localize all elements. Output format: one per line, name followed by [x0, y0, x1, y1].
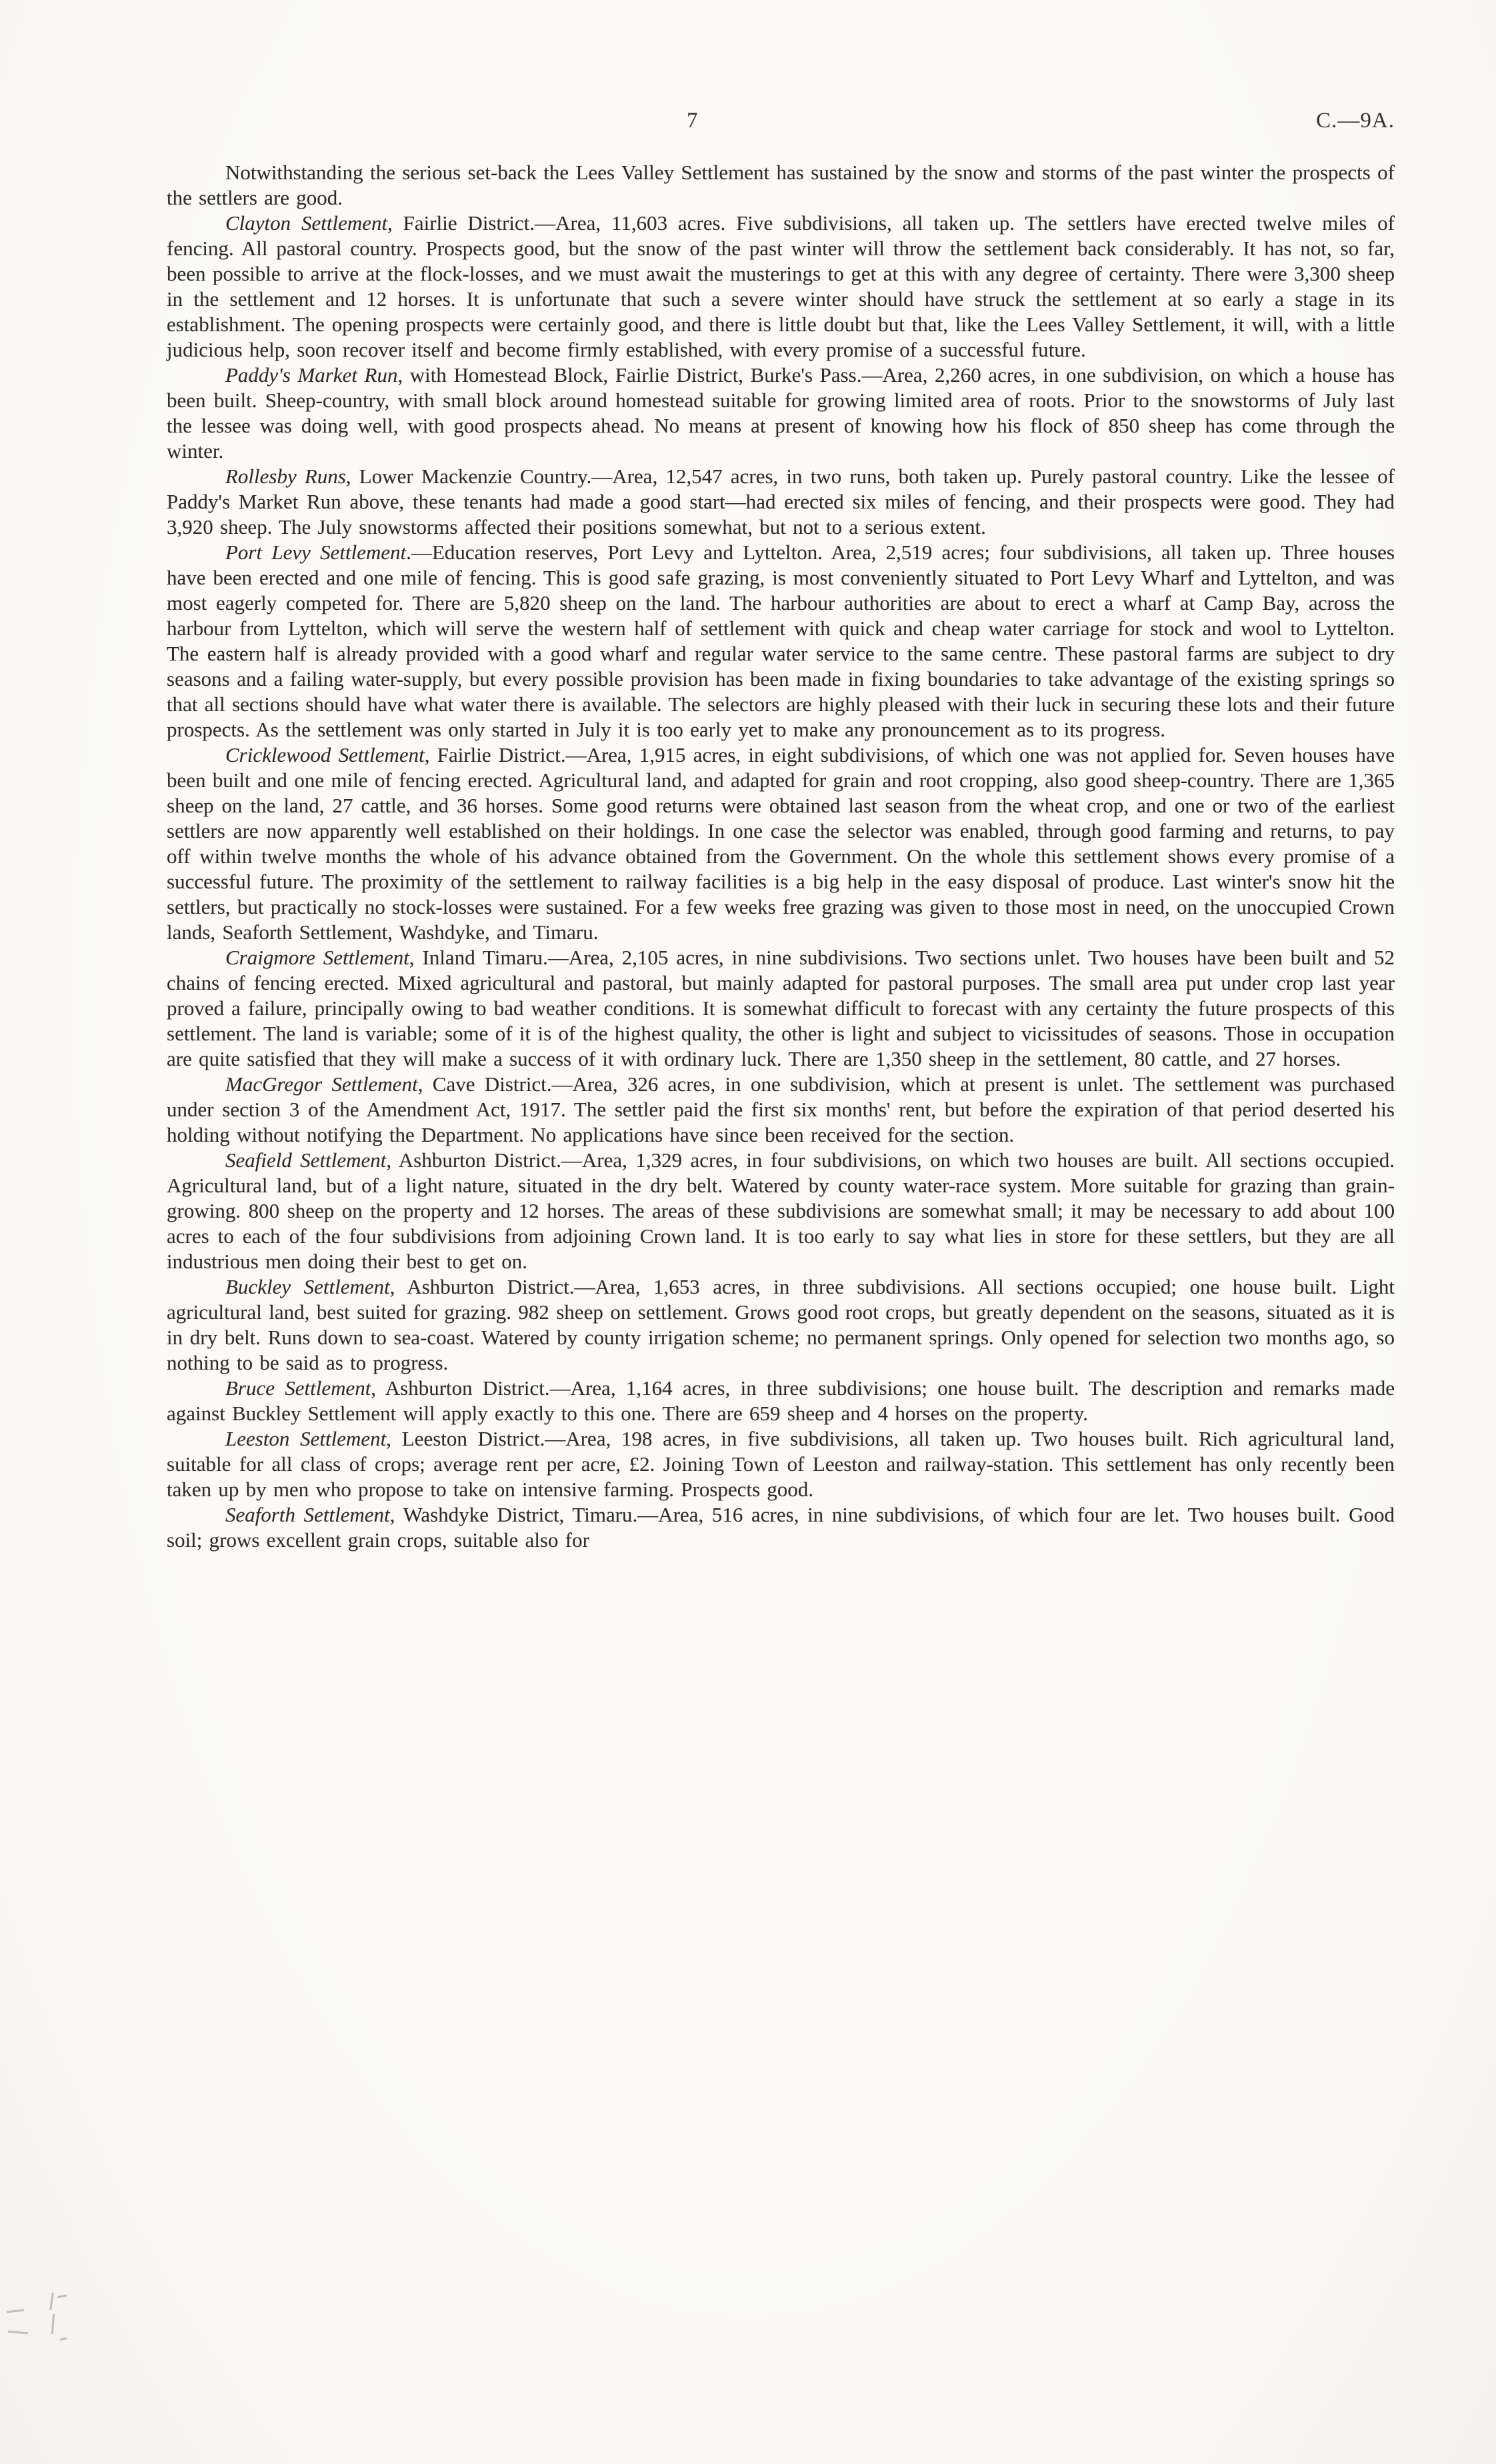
paragraph-text: , Inland Timaru.—Area, 2,105 acres, in nine subdivisions. Two sections unlet. Two houses have been built and 52 chains of fencing erected. Mixed agricultural and pastoral, but mainly adapted for pastoral purposes. The small area put under crop last year proved a failure, principally owing to bad weather conditions. It is somewhat difficult to forecast with any certainty the future prospects of this settlement. The land is variable; some of it is of the highest quality, the other is light and subject to vicissitudes of seasons. Those in occupation are quite satisfied that they will make a success of it with ordinary luck. There are 1,350 sheep in the settlement, 80 cattle, and 27 horses. — [167, 946, 1395, 1070]
pencil-stroke — [57, 2295, 67, 2299]
paragraph — [167, 742, 1395, 945]
paragraph — [167, 1502, 1395, 1553]
paragraph — [167, 945, 1395, 1072]
paragraph — [167, 1072, 1395, 1148]
pencil-stroke — [7, 2309, 24, 2313]
settlement-name: Seaforth Settlement — [225, 1503, 390, 1526]
paragraph-text: , Ashburton District.—Area, 1,164 acres, in three subdivisions; one house built. The description and remarks made against Buckley Settlement will apply exactly to this one. There are 659 sheep and 4 horses on the property. — [167, 1376, 1395, 1425]
settlement-name: Seafield Settlement — [225, 1148, 387, 1172]
pencil-stroke — [49, 2293, 54, 2310]
paragraph-text: Notwithstanding the serious set-back the Lees Valley Settlement has sustained by the snow and storms of the past winter the prospects of the settlers are good. — [167, 161, 1395, 209]
paragraph — [167, 363, 1395, 464]
paragraph — [167, 160, 1395, 211]
settlement-name: Rollesby Runs — [225, 465, 346, 488]
page-number: 7 — [687, 109, 698, 133]
pencil-marks — [4, 2291, 71, 2351]
paragraph — [167, 464, 1395, 540]
pencil-stroke — [51, 2314, 55, 2334]
settlement-name: Port Levy Settlement — [225, 541, 407, 564]
settlement-name: Clayton Settlement — [225, 211, 388, 235]
paragraph — [167, 540, 1395, 742]
pencil-stroke — [60, 2337, 67, 2341]
paragraph — [167, 1148, 1395, 1274]
paragraph-text: , Ashburton District.—Area, 1,329 acres, in four subdivisions, on which two houses are built. All sections occupied. Agricultural land, but of a light nature, situated in the dry belt. Watered by county water-race system. More suitable for grazing than grain-growing. 800 sheep on the property and 12 horses. The areas of these subdivisions are somewhat small; it may be necessary to add about 100 acres to each of the four subdivisions from adjoining Crown land. It is too early to say what lies in store for these settlers, but they are all industrious men doing their best to get on. — [167, 1148, 1395, 1273]
settlement-name: Craigmore Settlement — [225, 946, 409, 969]
paragraph-text: , Leeston District.—Area, 198 acres, in five subdivisions, all taken up. Two houses built. Rich agricultural land, suitable for all class of crops; average rent per acre, £2. Joining Town of Leeston and railway-station. This settlement has only recently been taken up by men who propose to take on intensive farming. Prospects good. — [167, 1427, 1395, 1501]
paragraph-text: , with Homestead Block, Fairlie District, Burke's Pass.—Area, 2,260 acres, in one subdivision, on which a house has been built. Sheep-country, with small block around homestead suitable for growing limited area of roots. Prior to the snowstorms of July last the lessee was doing well, with good prospects ahead. No means at present of knowing how his flock of 850 sheep has come through the winter. — [167, 363, 1395, 463]
settlement-name: Cricklewood Settlement — [225, 743, 425, 766]
settlement-name: Paddy's Market Run — [225, 363, 398, 387]
paragraph — [167, 211, 1395, 363]
settlement-name: Buckley Settlement — [225, 1275, 390, 1298]
paragraph — [167, 1274, 1395, 1376]
settlement-name: MacGregor Settlement — [225, 1072, 418, 1096]
paragraph-text: , Cave District.—Area, 326 acres, in one subdivision, which at present is unlet. The settlement was purchased under section 3 of the Amendment Act, 1917. The settler paid the first six months' rent, but before the expiration of that period deserted his holding without notifying the Department. No applications have since been received for the section. — [167, 1072, 1395, 1146]
settlement-name: Leeston Settlement — [225, 1427, 387, 1450]
paragraph-text: , Lower Mackenzie Country.—Area, 12,547 acres, in two runs, both taken up. Purely pastoral country. Like the lessee of Paddy's Market Run above, these tenants had made a good start—had erected six miles of fencing, and their prospects were good. They had 3,920 sheep. The July snowstorms affected their positions somewhat, but not to a serious extent. — [167, 465, 1395, 539]
page-header — [0, 109, 1496, 141]
paragraph-text: , Washdyke District, Timaru.—Area, 516 acres, in nine subdivisions, of which four are let. Two houses built. Good soil; grows excellent grain crops, suitable also for — [167, 1503, 1395, 1552]
paragraph — [167, 1376, 1395, 1426]
paragraph-text: .—Education reserves, Port Levy and Lyttelton. Area, 2,519 acres; four subdivisions, all taken up. Three houses have been erected and one mile of fencing. This is good safe grazing, is most conveniently situated to Port Levy Wharf and Lyttelton, and was most eagerly competed for. There are 5,820 sheep on the land. The harbour authorities are about to erect a wharf at Camp Bay, across the harbour from Lyttelton, which will serve the western half of settlement with quick and cheap water carriage for stock and wool to Lyttelton. The eastern half is already provided with a good wharf and regular water service to the same centre. These pastoral farms are subject to dry seasons and a failing water-supply, but every possible provision has been made in fixing boundaries to take advantage of the existing springs so that all sections should have what water there is available. The selectors are highly pleased with their luck in securing these lots and their future prospects. As the settlement was only started in July it is too early yet to make any pronouncement as to its progress. — [167, 541, 1395, 741]
pencil-stroke — [8, 2331, 28, 2335]
page-body-text — [167, 160, 1395, 1553]
document-code: C.—9A. — [1316, 109, 1395, 133]
paragraph-text: , Fairlie District.—Area, 1,915 acres, in eight subdivisions, of which one was not applied for. Seven houses have been built and one mile of fencing erected. Agricultural land, and adapted for grain and root cropping, also good sheep-country. There are 1,365 sheep on the land, 27 cattle, and 36 horses. Some good returns were obtained last season from the wheat crop, and one or two of the earliest settlers are now apparently well established on their holdings. In one case the selector was enabled, through good farming and returns, to pay off within twelve months the whole of his advance obtained from the Government. On the whole this settlement shows every promise of a successful future. The proximity of the settlement to railway facilities is a big help in the easy disposal of produce. Last winter's snow hit the settlers, but practically no stock-losses were sustained. For a few weeks free grazing was given to those most in need, on the unoccupied Crown lands, Seaforth Settlement, Washdyke, and Timaru. — [167, 743, 1395, 944]
settlement-name: Bruce Settlement — [225, 1376, 371, 1400]
paragraph-text: , Ashburton District.—Area, 1,653 acres, in three subdivisions. All sections occupied; one house built. Light agricultural land, best suited for grazing. 982 sheep on settlement. Grows good root crops, but greatly dependent on the seasons, situated as it is in dry belt. Runs down to sea-coast. Watered by county irrigation scheme; no permanent springs. Only opened for selection two months ago, so nothing to be said as to progress. — [167, 1275, 1395, 1374]
paragraph — [167, 1426, 1395, 1502]
paragraph-text: , Fairlie District.—Area, 11,603 acres. Five subdivisions, all taken up. The settlers have erected twelve miles of fencing. All pastoral country. Prospects good, but the snow of the past winter will throw the settlement back considerably. It has not, so far, been possible to arrive at the flock-losses, and we must await the musterings to get at this with any degree of certainty. There were 3,300 sheep in the settlement and 12 horses. It is unfortunate that such a severe winter should have struck the settlement at so early a stage in its establishment. The opening prospects were certainly good, and there is little doubt but that, like the Lees Valley Settlement, it will, with a little judicious help, soon recover itself and become firmly established, with every promise of a successful future. — [167, 211, 1395, 361]
